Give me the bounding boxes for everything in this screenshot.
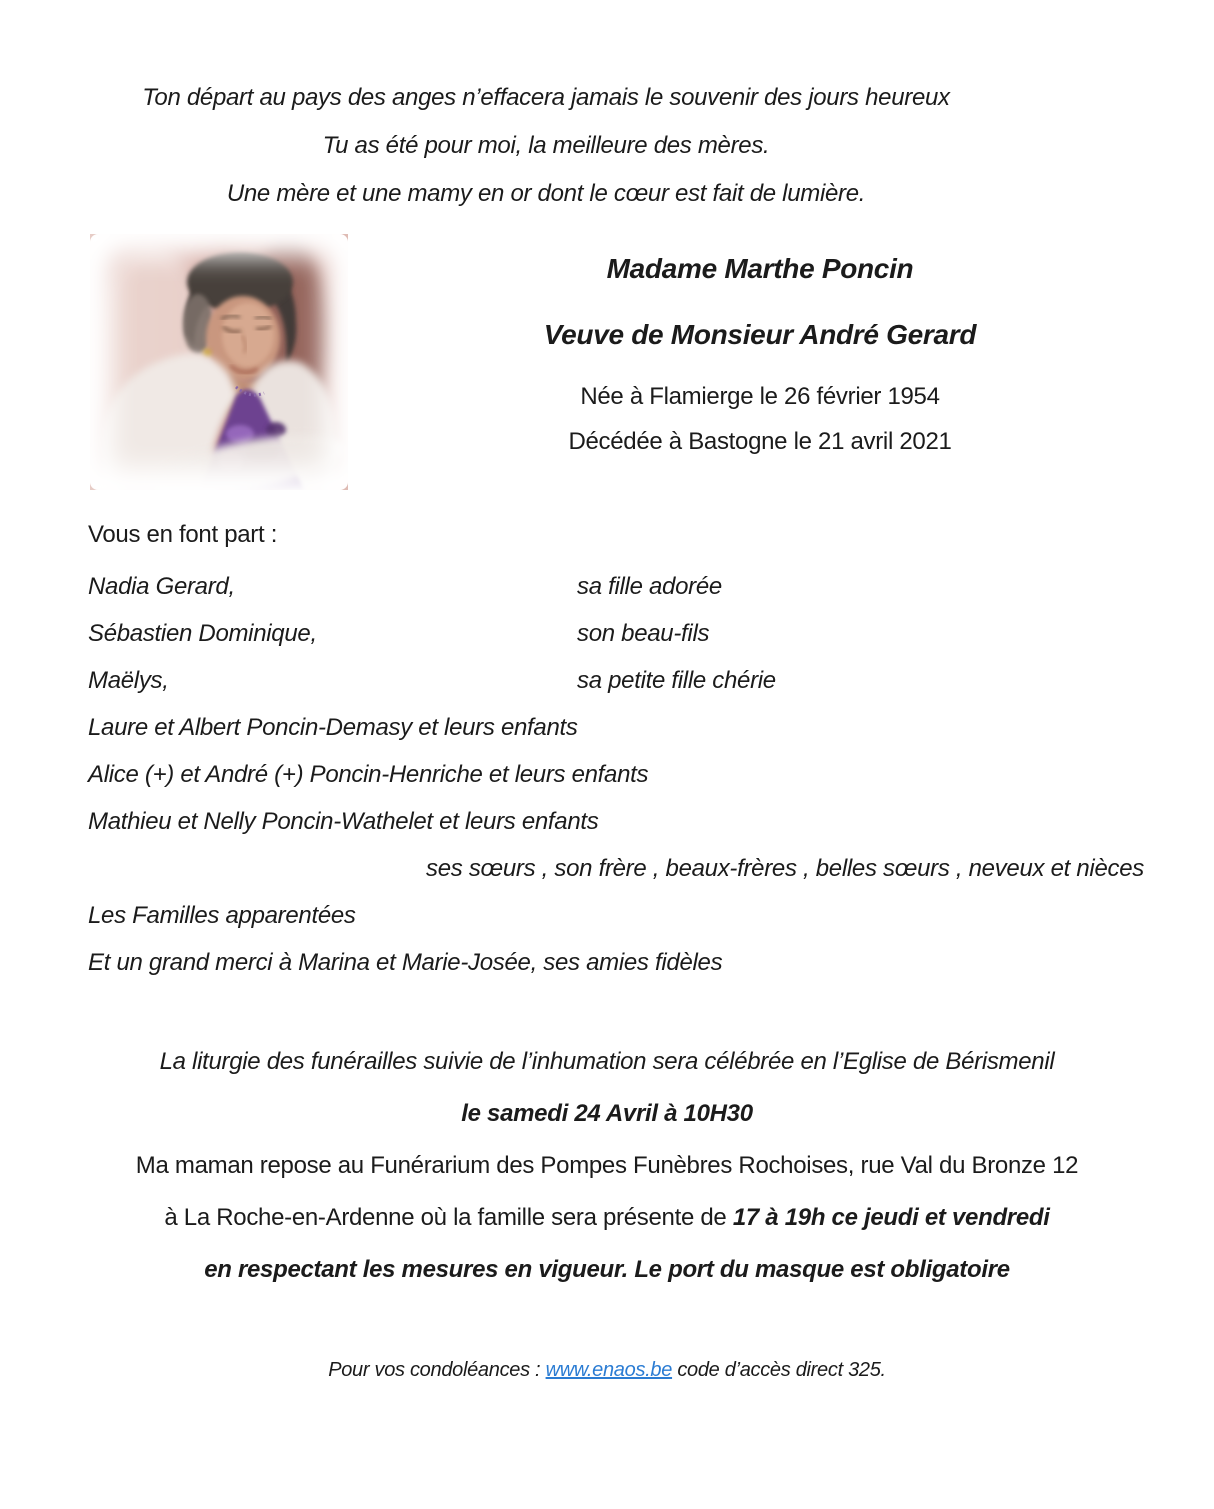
ceremony-block [0, 1036, 1214, 1296]
quote-line-2: Tu as été pour moi, la meilleure des mères. [322, 132, 770, 159]
condolences-prefix: Pour vos condoléances : [328, 1359, 546, 1381]
condolences-link[interactable]: www.enaos.be [545, 1359, 673, 1381]
family-member-name: Nadia Gerard, [88, 573, 235, 600]
deceased-name: Madame Marthe Poncin [606, 253, 914, 284]
deceased-block [440, 252, 1080, 457]
family-member-relation: son beau-fils [577, 620, 710, 647]
visiting-hours-bold: 17 à 19h ce jeudi et vendredi [732, 1204, 1050, 1231]
birth-line: Née à Flamierge le 26 février 1954 [580, 383, 940, 410]
family-member-relation: sa fille adorée [577, 573, 722, 600]
family-member-name: Sébastien Dominique, [88, 620, 317, 647]
thanks-line: Et un grand merci à Marina et Marie-Josée, ses amies fidèles [88, 949, 723, 976]
portrait-photo [90, 234, 348, 490]
condolences-suffix: code d’accès direct 325. [672, 1359, 886, 1381]
death-line: Décédée à Bastogne le 21 avril 2021 [568, 428, 952, 455]
funerarium-line: Ma maman repose au Funérarium des Pompes Funèbres Rochoises, rue Val du Bronze 12 [135, 1152, 1079, 1179]
mask-rule-line: en respectant les mesures en vigueur. Le port du masque est obligatoire [204, 1256, 1010, 1283]
family-list [88, 563, 1144, 986]
family-line: Laure et Albert Poncin-Demasy et leurs enfants [88, 714, 578, 741]
condolences-line [0, 1356, 1214, 1384]
siblings-line: ses sœurs , son frère , beaux-frères , belles sœurs , neveux et nièces [426, 855, 1144, 882]
visiting-hours-regular: à La Roche-en-Ardenne où la famille sera présente de [164, 1204, 733, 1231]
visiting-hours-line [0, 1192, 1214, 1244]
ceremony-date-line: le samedi 24 Avril à 10H30 [461, 1100, 753, 1127]
related-families-line: Les Familles apparentées [88, 902, 356, 929]
liturgy-line: La liturgie des funérailles suivie de l’inhumation sera célébrée en l’Eglise de Bérismenil [159, 1048, 1055, 1075]
opening-quotes [0, 74, 1092, 218]
family-line: Alice (+) et André (+) Poncin-Henriche et leurs enfants [88, 761, 649, 788]
quote-line-3: Une mère et une mamy en or dont le cœur est fait de lumière. [226, 180, 866, 207]
quote-line-1: Ton départ au pays des anges n’effacera jamais le souvenir des jours heureux [142, 84, 950, 111]
deceased-widow-line: Veuve de Monsieur André Gerard [543, 319, 977, 350]
family-member-relation: sa petite fille chérie [577, 667, 776, 694]
announcement-intro: Vous en font part : [88, 521, 278, 548]
family-member-name: Maëlys, [88, 667, 169, 694]
family-row [88, 610, 1138, 657]
family-line: Mathieu et Nelly Poncin-Wathelet et leurs enfants [88, 808, 599, 835]
family-row [88, 657, 1138, 704]
family-row [88, 563, 1138, 610]
